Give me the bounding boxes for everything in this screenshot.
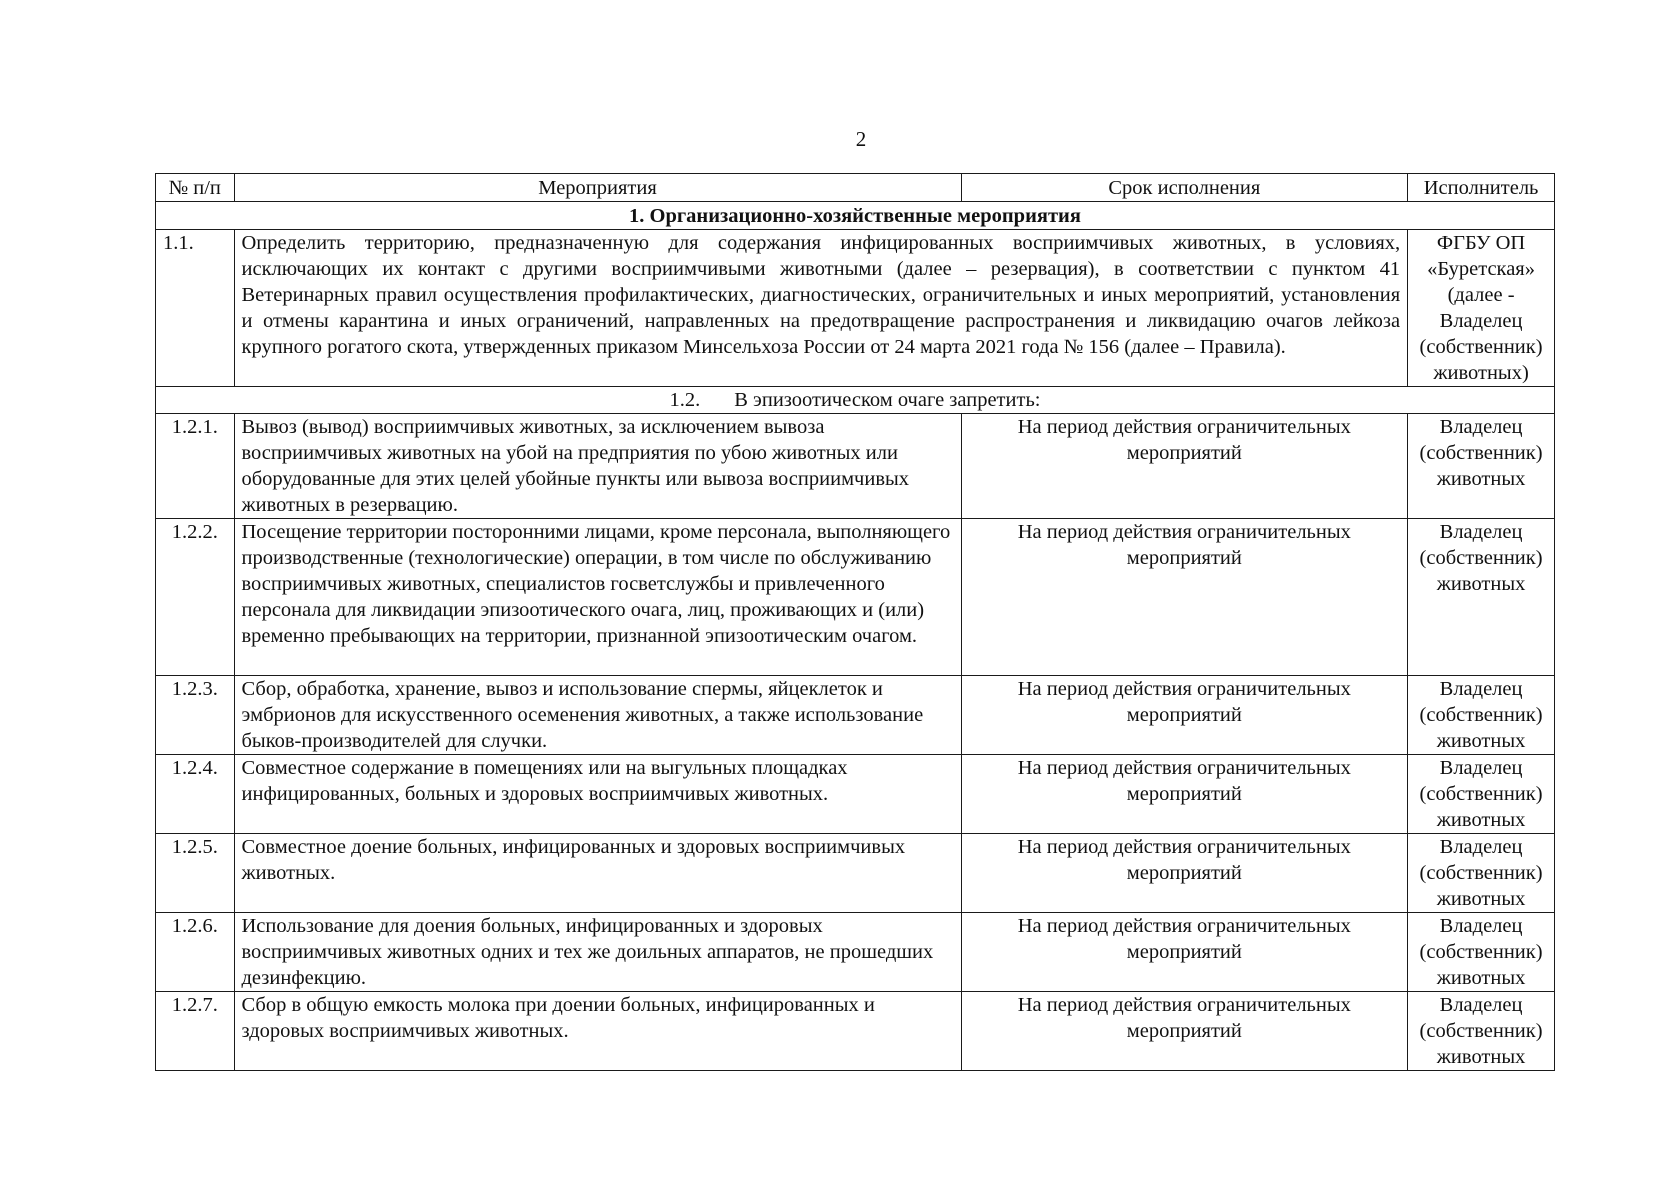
row-number: 1.2.7.: [156, 992, 235, 1071]
measures-table: [155, 173, 1555, 1071]
section-row: [156, 202, 1555, 230]
table-row: [156, 992, 1555, 1071]
table-row: [156, 913, 1555, 992]
row-number: 1.2.2.: [156, 519, 235, 676]
row-activity: Совместное доение больных, инфицированных и здоровых восприимчивых животных.: [234, 834, 961, 913]
row-term: На период действия ограничительных мероприятий: [961, 913, 1408, 992]
row-executor: ФГБУ ОП «Буретская» (далее - Владелец (собственник) животных): [1408, 230, 1555, 387]
row-activity: Использование для доения больных, инфицированных и здоровых восприимчивых животных одних и тех же доильных аппаратов, не прошедших дезинфекцию.: [234, 913, 961, 992]
table-row: [156, 676, 1555, 755]
row-activity: Совместное содержание в помещениях или на выгульных площадках инфицированных, больных и здоровых восприимчивых животных.: [234, 755, 961, 834]
row-term: На период действия ограничительных мероприятий: [961, 519, 1408, 676]
row-executor: Владелец (собственник) животных: [1408, 519, 1555, 676]
table-row: [156, 414, 1555, 519]
row-executor: Владелец (собственник) животных: [1408, 992, 1555, 1071]
row-executor: Владелец (собственник) животных: [1408, 834, 1555, 913]
header-executor: Исполнитель: [1408, 174, 1555, 202]
row-executor: Владелец (собственник) животных: [1408, 414, 1555, 519]
row-number: 1.2.6.: [156, 913, 235, 992]
table-header-row: [156, 174, 1555, 202]
row-executor: Владелец (собственник) животных: [1408, 676, 1555, 755]
table-row: [156, 519, 1555, 676]
row-number: 1.1.: [156, 230, 235, 387]
subsection-cell: [156, 387, 1555, 414]
row-term: На период действия ограничительных мероприятий: [961, 414, 1408, 519]
row-activity: Посещение территории посторонними лицами, кроме персонала, выполняющего производственные (технологические) операции, в том числе по обслуживанию восприимчивых животных, специалистов госветслужбы и привлеченного персонала для ликвидации эпизоотического очага, лиц, проживающих и (или) временно пребывающих на территории, признанной эпизоотическим очагом.: [234, 519, 961, 676]
row-activity: Сбор в общую емкость молока при доении больных, инфицированных и здоровых восприимчивых животных.: [234, 992, 961, 1071]
row-activity: Вывоз (вывод) восприимчивых животных, за исключением вывоза восприимчивых животных на убой на предприятия по убою животных или оборудованные для этих целей убойные пункты или вывоза восприимчивых животных в резервацию.: [234, 414, 961, 519]
section-title: 1. Организационно-хозяйственные мероприятия: [156, 202, 1555, 230]
row-term: На период действия ограничительных мероприятий: [961, 755, 1408, 834]
header-activities: Мероприятия: [234, 174, 961, 202]
row-term: На период действия ограничительных мероприятий: [961, 834, 1408, 913]
subsection-number: 1.2.: [669, 389, 701, 411]
row-term: На период действия ограничительных мероприятий: [961, 992, 1408, 1071]
row-executor: Владелец (собственник) животных: [1408, 755, 1555, 834]
table-row: [156, 230, 1555, 387]
row-term: На период действия ограничительных мероприятий: [961, 676, 1408, 755]
page-number: 2: [855, 127, 867, 151]
subsection-title: В эпизоотическом очаге запретить:: [734, 389, 1041, 411]
row-number: 1.2.5.: [156, 834, 235, 913]
row-activity: Сбор, обработка, хранение, вывоз и использование спермы, яйцеклеток и эмбрионов для искусственного осеменения животных, а также использование быков-производителей для случки.: [234, 676, 961, 755]
header-num: № п/п: [156, 174, 235, 202]
table-row: [156, 755, 1555, 834]
table-row: [156, 834, 1555, 913]
row-activity: Определить территорию, предназначенную для содержания инфицированных восприимчивых животных, в условиях, исключающих их контакт с другими восприимчивыми животными (далее – резервация), в соответствии с пунктом 41 Ветеринарных правил осуществления профилактических, диагностических, ограничительных и иных мероприятий, установления и отмены карантина и иных ограничений, направленных на предотвращение распространения и ликвидацию очагов лейкоза крупного рогатого скота, утвержденных приказом Минсельхоза России от 24 марта 2021 года № 156 (далее – Правила).: [234, 230, 1408, 387]
row-number: 1.2.3.: [156, 676, 235, 755]
header-term: Срок исполнения: [961, 174, 1408, 202]
row-number: 1.2.1.: [156, 414, 235, 519]
row-executor: Владелец (собственник) животных: [1408, 913, 1555, 992]
row-number: 1.2.4.: [156, 755, 235, 834]
subsection-row: [156, 387, 1555, 414]
